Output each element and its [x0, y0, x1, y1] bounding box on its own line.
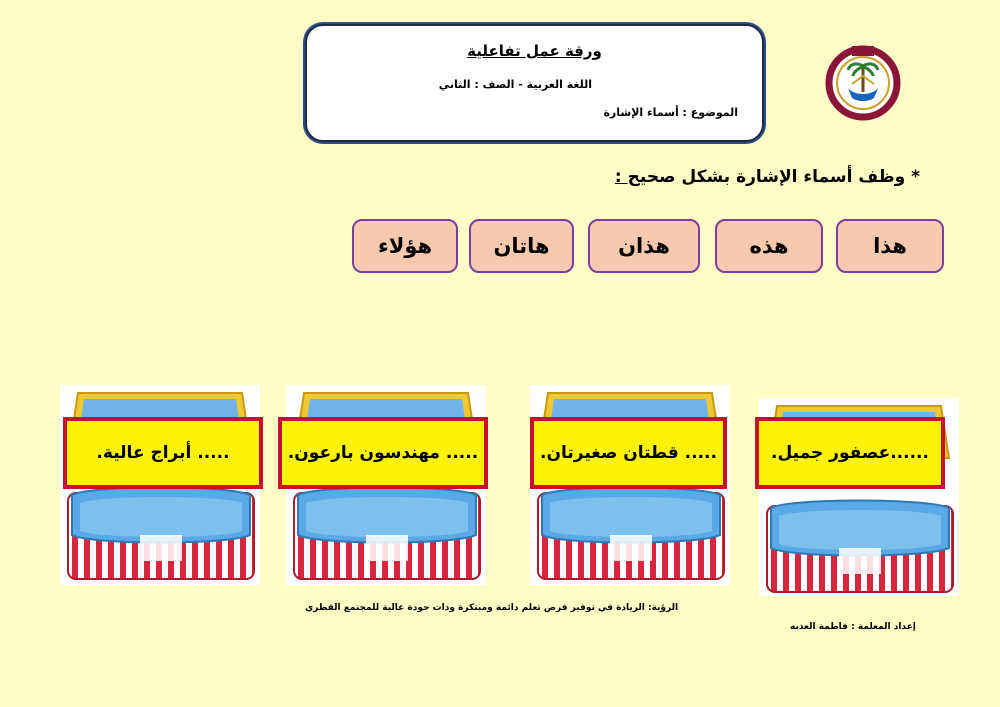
word-tile-hathan[interactable]: هذان: [588, 219, 700, 273]
word-tile-hatan[interactable]: هاتان: [469, 219, 574, 273]
worksheet-topic: الموضوع : أسماء الإشارة: [603, 106, 738, 119]
sentence-card-3[interactable]: ..... مهندسون بارعون.: [278, 417, 488, 489]
word-tile-haulai[interactable]: هؤلاء: [352, 219, 458, 273]
sentence-card-2[interactable]: ..... قطتان صغيرتان.: [530, 417, 727, 489]
instruction-colon: :: [614, 167, 628, 187]
word-tile-hathihi[interactable]: هذه: [715, 219, 823, 273]
word-tile-hatha[interactable]: هذا: [836, 219, 944, 273]
worksheet-title: ورقة عمل تفاعلية: [467, 42, 602, 60]
ministry-logo-icon: [822, 40, 904, 122]
sentence-card-4[interactable]: ..... أبراج عالية.: [63, 417, 263, 489]
vision-statement: الرؤية: الريادة في توفير فرص تعلم دائمة ومبتكرة وذات جودة عالية للمجتمع القطري: [305, 603, 679, 613]
teacher-credit: إعداد المعلمة : فاطمة العذبه: [790, 622, 916, 632]
instruction-text: * وظف أسماء الإشارة بشكل صحيح :: [614, 167, 920, 187]
worksheet-subject-grade: اللغة العربية - الصف : الثاني: [438, 78, 592, 91]
worksheet-header: [305, 24, 764, 142]
sentence-card-1[interactable]: ......عصفور جميل.: [755, 417, 945, 489]
